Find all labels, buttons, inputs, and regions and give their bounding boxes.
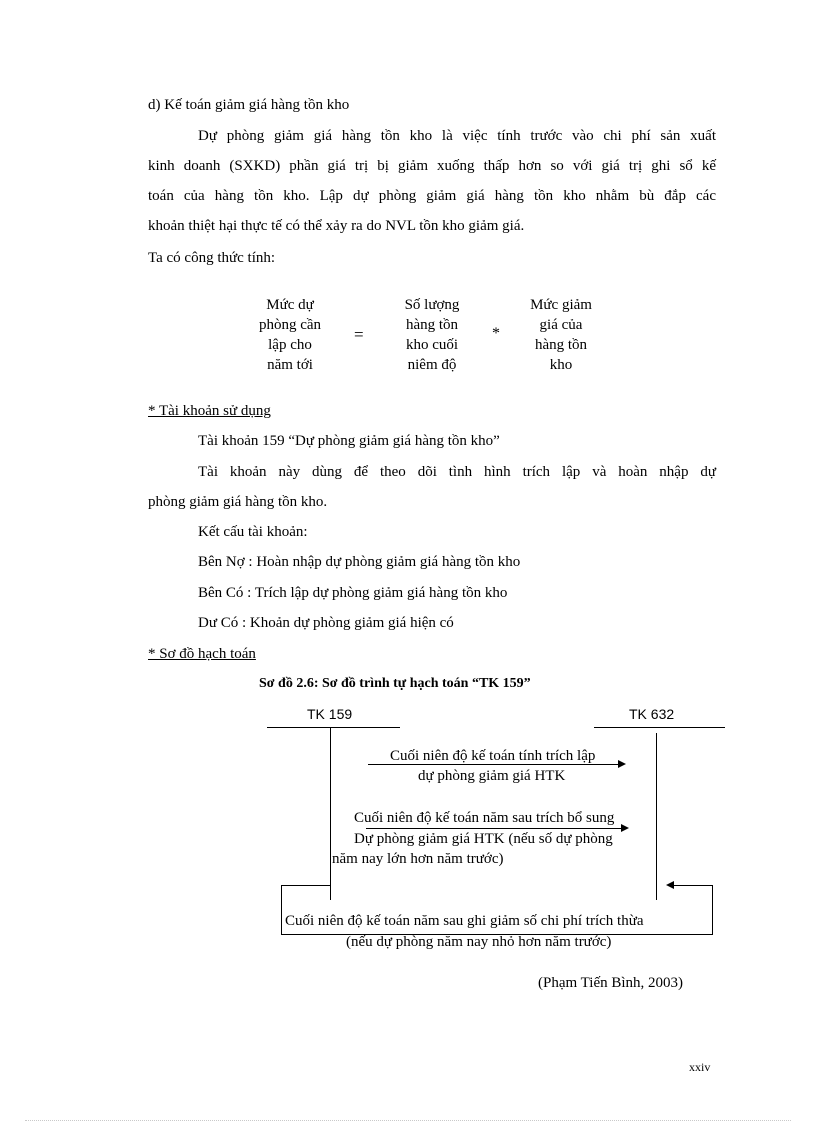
section-heading: d) Kế toán giảm giá hàng tồn kho	[148, 97, 350, 113]
tk632-label: TK 632	[629, 706, 675, 722]
intro-line-2: kinh doanh (SXKD) phần giá trị bị giảm xuống thấp hơn so với giá trị ghi sổ kế	[148, 158, 716, 174]
account-desc-line-2: phòng giảm giá hàng tồn kho.	[148, 494, 328, 510]
formula-term-quantity-line: niêm độ	[407, 357, 457, 373]
diagram-title: Sơ đồ 2.6: Sơ đồ trình tự hạch toán “TK 159”	[259, 676, 531, 691]
account-name: Tài khoản 159 “Dự phòng giảm giá hàng tồn kho”	[198, 433, 500, 449]
flow3-right-top	[674, 885, 713, 886]
formula-term-quantity-line: kho cuối	[405, 337, 459, 353]
intro-line-3: toán của hàng tồn kho. Lập dự phòng giảm giá hàng tồn kho nhằm bù đắp các	[148, 188, 716, 204]
formula-term-reserve-line: Mức dự	[266, 297, 314, 313]
formula-term-quantity	[382, 295, 482, 375]
formula-term-price-drop-line: giá của	[539, 317, 583, 333]
flow2-line-2: Dự phòng giảm giá HTK (nếu số dự phòng	[354, 831, 613, 847]
account-heading: * Tài khoản sử dụng	[148, 403, 271, 419]
formula-term-reserve	[240, 295, 340, 375]
flow1-arrowhead-icon	[618, 760, 626, 768]
tk632-header-line	[594, 727, 725, 728]
tk159-vertical-line	[330, 728, 331, 900]
flow3-left-top	[281, 885, 330, 886]
flow2-arrowhead-icon	[621, 824, 629, 832]
intro-line-4: khoản thiệt hại thực tế có thể xảy ra do NVL tồn kho giảm giá.	[148, 218, 525, 234]
flow2-line-3: năm nay lớn hơn năm trước)	[332, 851, 504, 867]
intro-line-1: Dự phòng giảm giá hàng tồn kho là việc tính trước vào chi phí sản xuất	[198, 128, 716, 144]
account-credit: Bên Có : Trích lập dự phòng giảm giá hàng tồn kho	[198, 585, 508, 601]
flow1-arrow-line	[368, 764, 618, 765]
flow3-line-2: (nếu dự phòng năm nay nhỏ hơn năm trước)	[346, 934, 612, 950]
multiply-sign: *	[492, 325, 500, 342]
flow3-arrowhead-icon	[666, 881, 674, 889]
equals-sign: =	[354, 325, 364, 344]
formula-term-reserve-line: lập cho	[268, 337, 312, 353]
formula-term-price-drop-line: hàng tồn	[534, 337, 588, 353]
tk632-vertical-line	[656, 733, 657, 900]
formula-term-price-drop	[511, 295, 611, 375]
formula-term-quantity-line: Số lượng	[404, 297, 460, 313]
flow3-line-1: Cuối niên độ kế toán năm sau ghi giảm số chi phí trích thừa	[285, 913, 644, 929]
diagram-heading: * Sơ đồ hạch toán	[148, 646, 256, 662]
account-desc-line-1: Tài khoản này dùng để theo dõi tình hình trích lập và hoàn nhập dự	[198, 464, 716, 480]
formula-term-price-drop-line: Mức giảm	[530, 297, 592, 313]
flow2-arrow-line	[366, 828, 621, 829]
flow1-line-2: dự phòng giảm giá HTK	[418, 768, 566, 784]
formula-term-reserve-line: năm tới	[267, 357, 313, 373]
formula-term-price-drop-line: kho	[549, 357, 573, 373]
tk159-header-line	[267, 727, 400, 728]
formula-intro: Ta có công thức tính:	[148, 250, 276, 266]
flow1-line-1: Cuối niên độ kế toán tính trích lập	[390, 748, 596, 764]
tk159-label: TK 159	[307, 706, 353, 722]
formula-term-quantity-line: hàng tồn	[405, 317, 459, 333]
account-structure: Kết cấu tài khoản:	[198, 524, 308, 540]
account-balance: Dư Có : Khoản dự phòng giảm giá hiện có	[198, 615, 454, 631]
footer-separator	[25, 1120, 791, 1121]
account-description	[148, 457, 716, 517]
formula-term-reserve-line: phòng cần	[258, 317, 322, 333]
flow2-line-1: Cuối niên độ kế toán năm sau trích bổ sung	[354, 810, 615, 826]
page-number: xxiv	[689, 1060, 711, 1074]
account-debit: Bên Nợ : Hoàn nhập dự phòng giảm giá hàng tồn kho	[198, 554, 521, 570]
citation: (Phạm Tiến Bình, 2003)	[538, 975, 684, 991]
intro-paragraph	[148, 121, 716, 241]
flow3-right-side	[712, 885, 713, 935]
flow3-left-side	[281, 885, 282, 935]
